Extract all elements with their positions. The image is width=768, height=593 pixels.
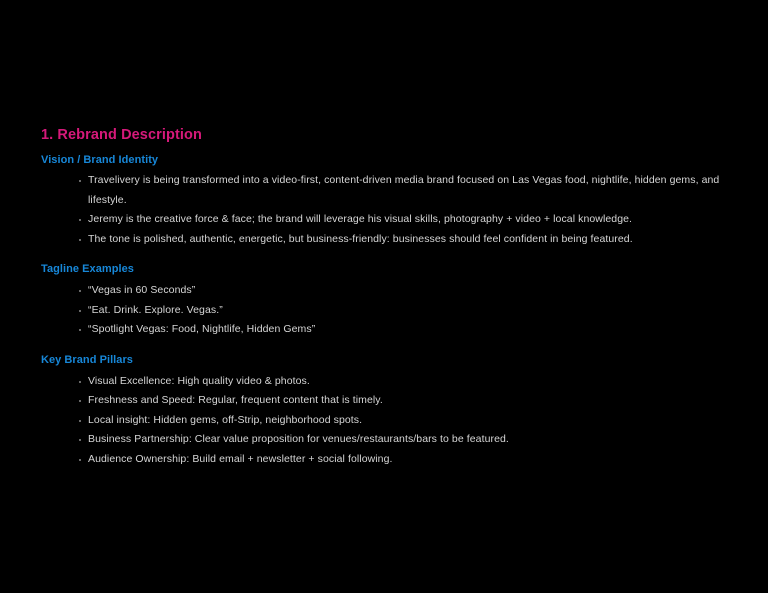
list-item: Travelivery is being transformed into a video-first, content-driven media brand focused on Las Vegas food, nightlife, hidden gems, and lifestyle.: [41, 171, 731, 210]
bullet-list: [41, 171, 731, 249]
list-item: “Eat. Drink. Explore. Vegas.”: [41, 301, 731, 321]
list-item: Business Partnership: Clear value proposition for venues/restaurants/bars to be featured.: [41, 430, 731, 450]
subsection: [41, 153, 731, 263]
spacer: [41, 249, 731, 262]
subsection-title: Key Brand Pillars: [41, 353, 133, 366]
subsection-title: Tagline Examples: [41, 263, 134, 276]
subsection-container: [41, 153, 731, 470]
list-item: “Vegas in 60 Seconds”: [41, 281, 731, 301]
list-item: Freshness and Speed: Regular, frequent content that is timely.: [41, 391, 731, 411]
subsection-title: Vision / Brand Identity: [41, 153, 159, 166]
list-item: “Spotlight Vegas: Food, Nightlife, Hidden Gems”: [41, 320, 731, 340]
page-title: 1. Rebrand Description: [41, 127, 202, 143]
spacer: [41, 340, 731, 353]
subsection: [41, 262, 731, 352]
bullet-list: [41, 372, 731, 470]
list-item: Local insight: Hidden gems, off-Strip, neighborhood spots.: [41, 411, 731, 431]
subsection: [41, 353, 731, 469]
bullet-list: [41, 281, 731, 340]
document-content: [41, 126, 731, 469]
list-item: The tone is polished, authentic, energetic, but business-friendly: businesses should feel confident in being featured.: [41, 230, 731, 250]
list-item: Visual Excellence: High quality video & photos.: [41, 372, 731, 392]
list-item: Jeremy is the creative force & face; the brand will leverage his visual skills, photography + video + local knowledge.: [41, 210, 731, 230]
list-item: Audience Ownership: Build email + newsletter + social following.: [41, 450, 731, 470]
